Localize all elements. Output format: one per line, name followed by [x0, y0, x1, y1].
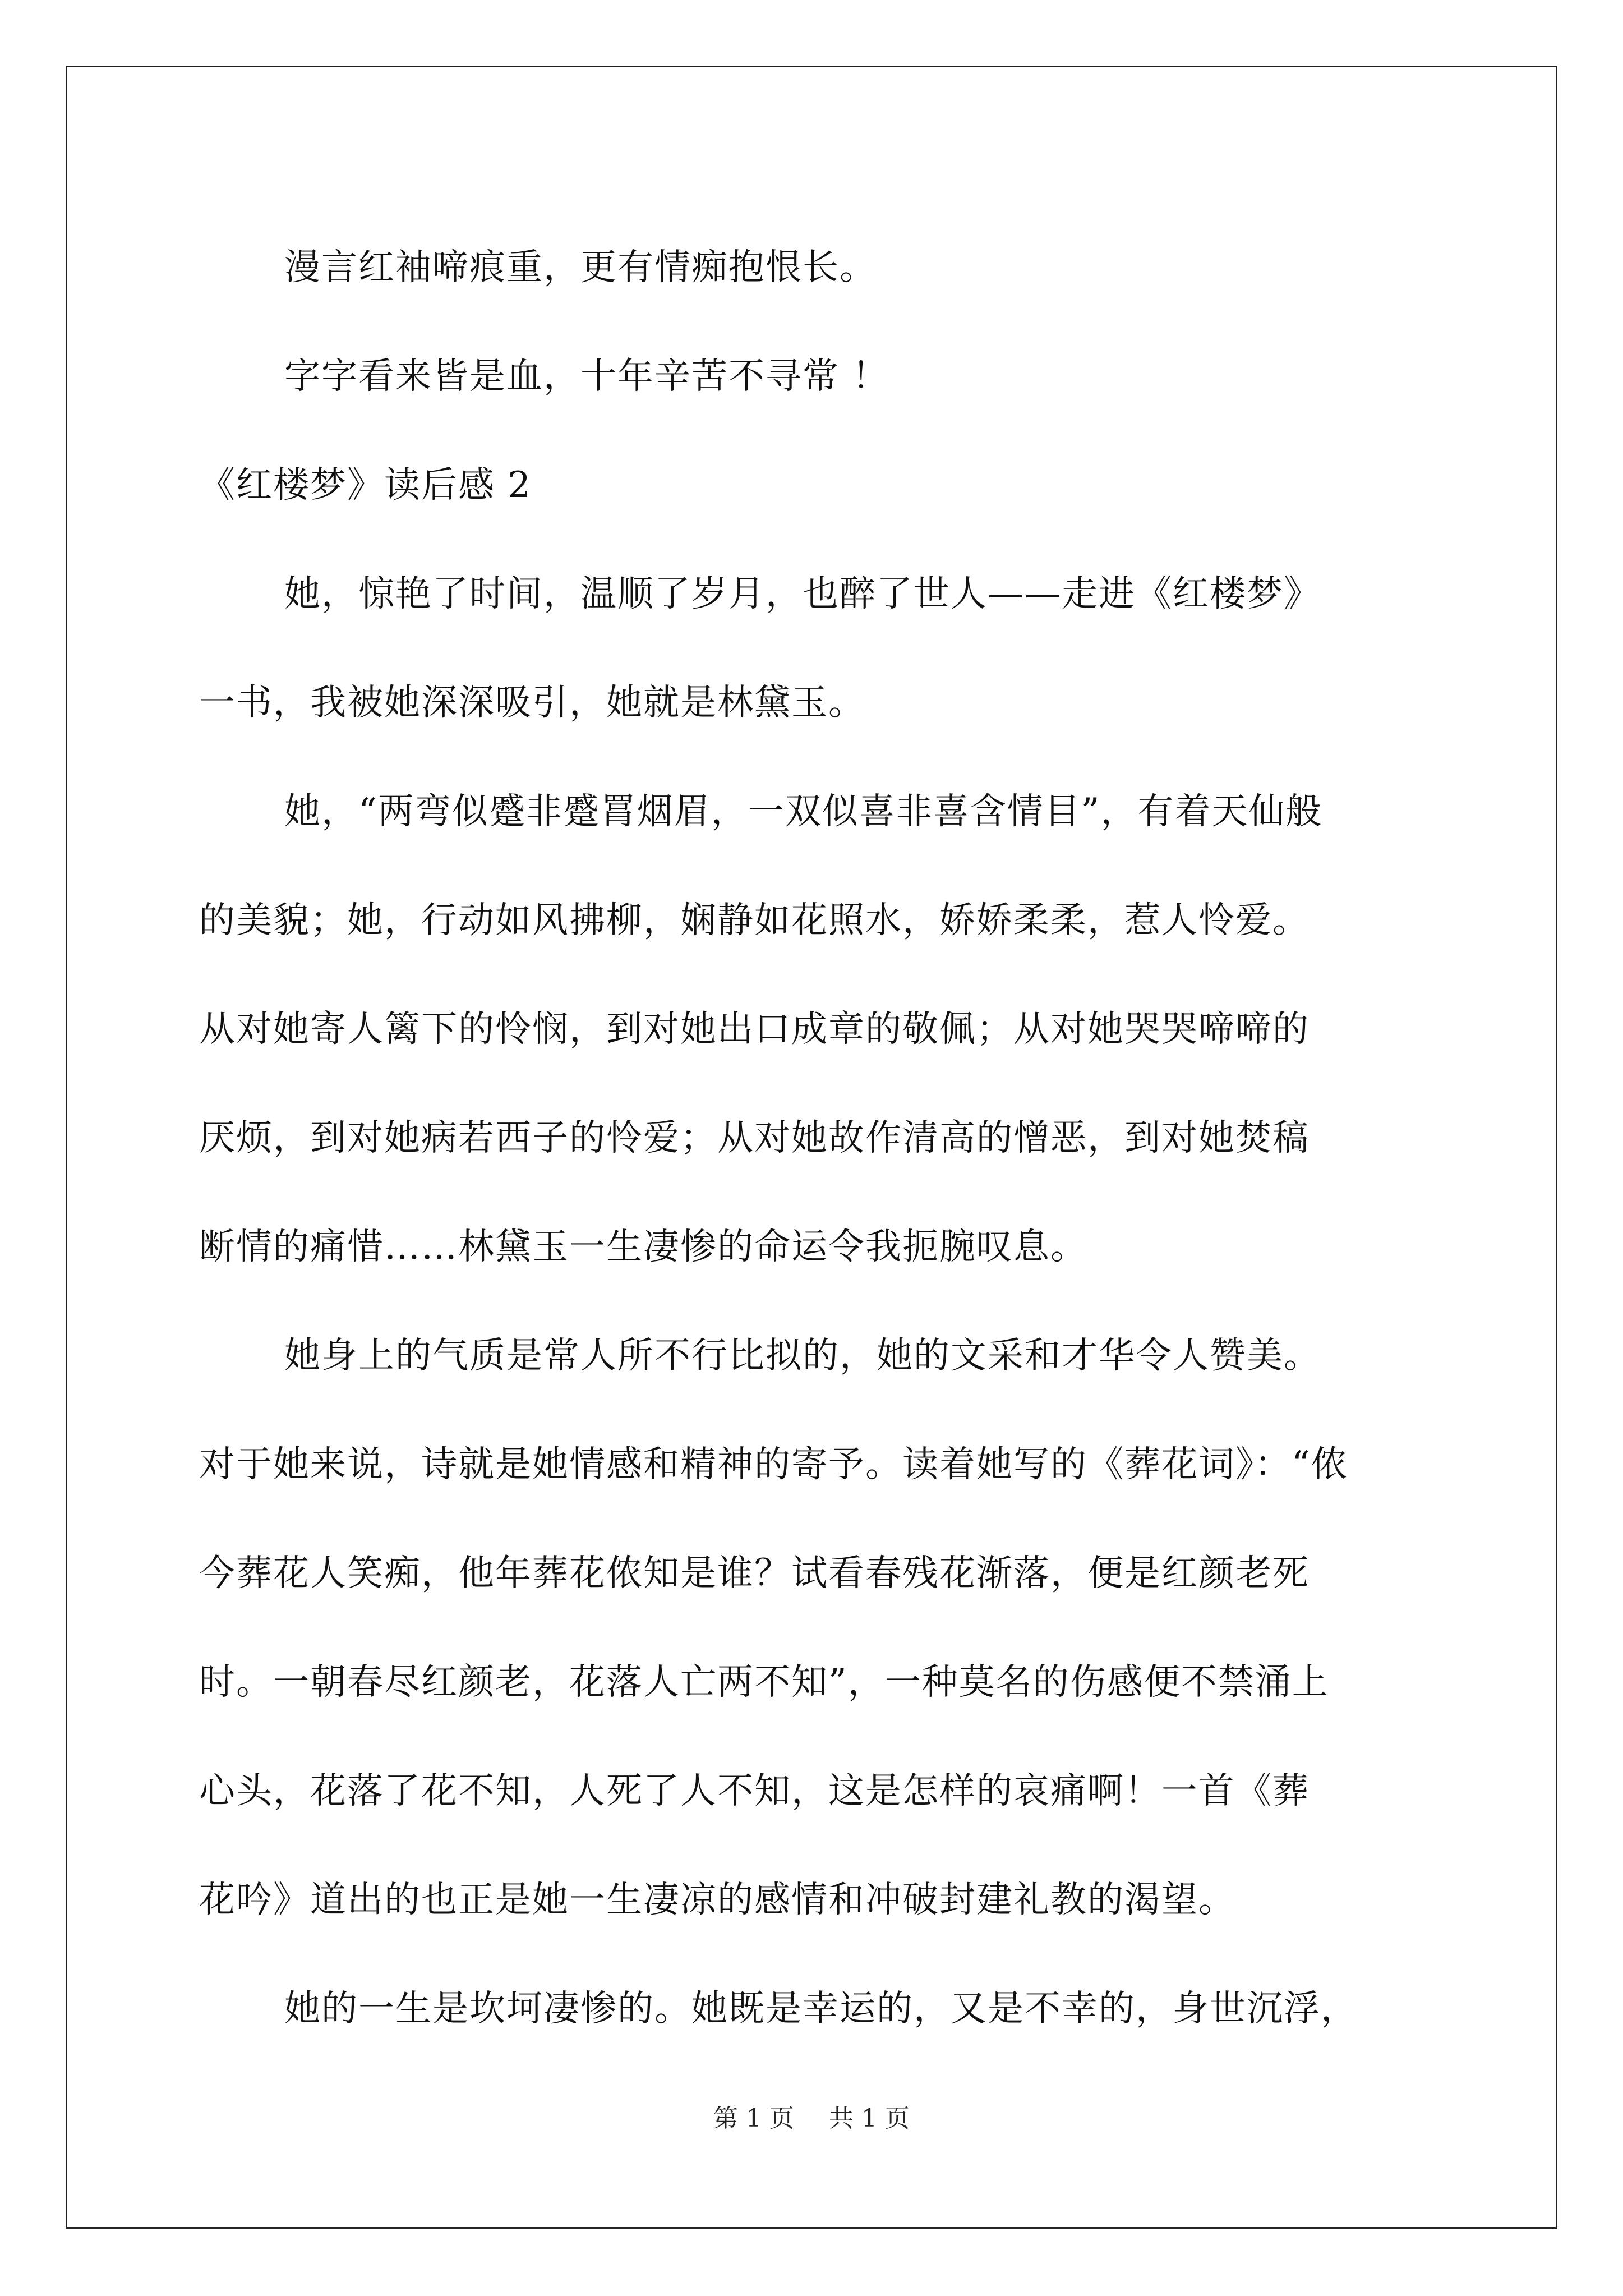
text-line: 她，“两弯似蹙非蹙罥烟眉，一双似喜非喜含情目”，有着天仙般: [284, 791, 1323, 832]
section-heading: 《红楼梦》读后感 2: [199, 464, 532, 506]
text-line: 漫言红袖啼痕重，更有情痴抱恨长。: [284, 247, 877, 288]
text-line: 时。一朝春尽红颜老，花落人亡两不知”，一种莫名的伤感便不禁涌上: [199, 1662, 1329, 1703]
text-line: 心头，花落了花不知，人死了人不知，这是怎样的哀痛啊！一首《葬: [199, 1770, 1310, 1812]
text-line: 她身上的气质是常人所不行比拟的，她的文采和才华令人赞美。: [284, 1335, 1321, 1377]
page-number: 第 1 页: [713, 2104, 794, 2133]
page-footer: [0, 2098, 1623, 2134]
text-line: 花吟》道出的也正是她一生凄凉的感情和冲破封建礼教的渴望。: [199, 1879, 1235, 1921]
text-line: 厌烦，到对她病若西子的怜爱；从对她故作清高的憎恶，到对她焚稿: [199, 1117, 1310, 1159]
text-line: 字字看来皆是血，十年辛苦不寻常 ！: [284, 356, 889, 397]
text-line: 今葬花人笑痴，他年葬花侬知是谁？试看春残花渐落，便是红颜老死: [199, 1553, 1310, 1594]
text-line: 一书，我被她深深吸引，她就是林黛玉。: [199, 682, 865, 724]
document-body: [199, 213, 1455, 2063]
text-line: 从对她寄人篱下的怜悯，到对她出口成章的敬佩；从对她哭哭啼啼的: [199, 1009, 1310, 1050]
text-line: 她，惊艳了时间，温顺了岁月，也醉了世人——走进《红楼梦》: [284, 573, 1321, 615]
text-line: 她的一生是坎坷凄惨的。她既是幸运的，又是不幸的，身世沉浮，: [284, 1988, 1358, 2030]
text-line: 断情的痛惜……林黛玉一生凄惨的命运令我扼腕叹息。: [199, 1226, 1087, 1268]
text-line: 的美貌；她，行动如风拂柳，娴静如花照水，娇娇柔柔，惹人怜爱。: [199, 900, 1310, 941]
page-total: 共 1 页: [829, 2104, 910, 2133]
text-line: 对于她来说，诗就是她情感和精神的寄予。读着她写的《葬花词》：“侬: [199, 1444, 1348, 1485]
